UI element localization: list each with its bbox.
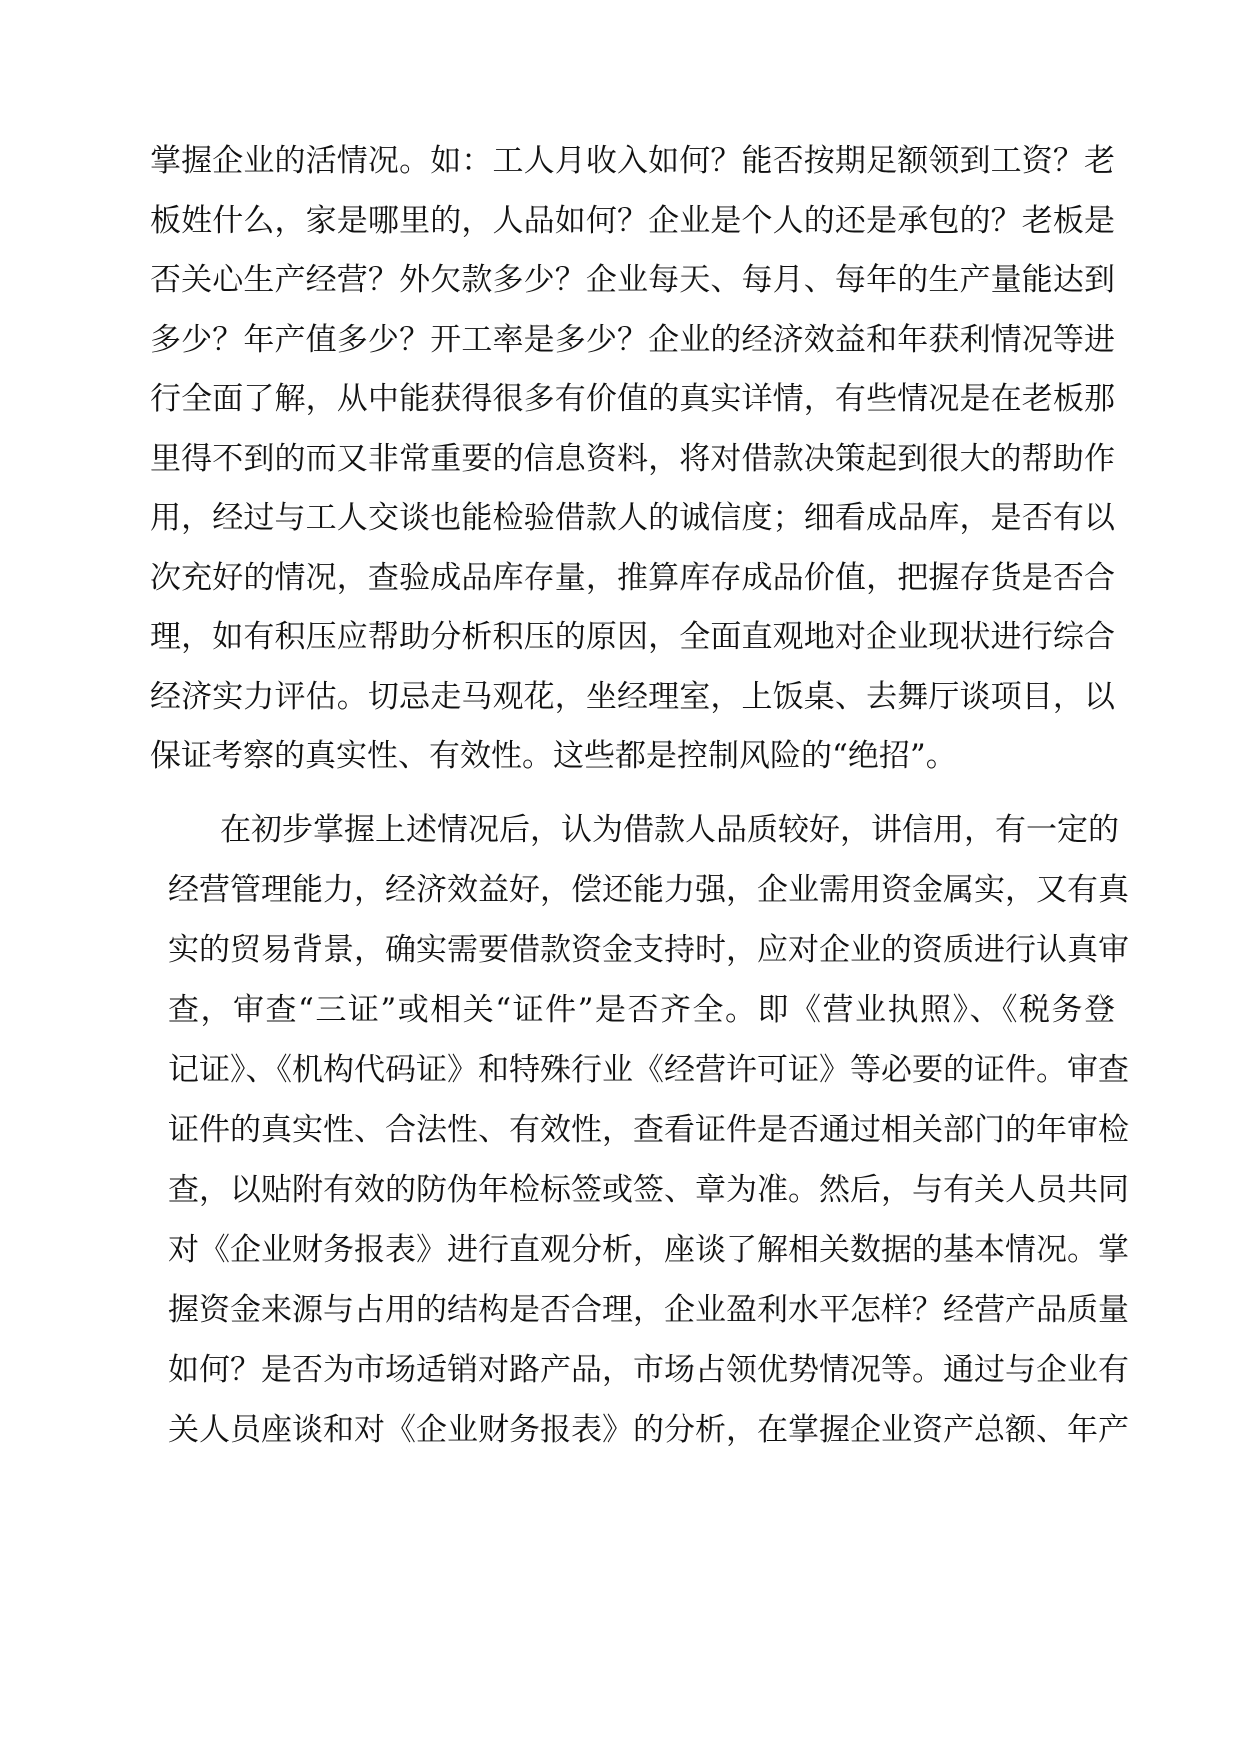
text-line: 查，以贴附有效的防伪年检标签或签、章为准。然后，与有关人员共同 xyxy=(168,1172,1129,1208)
text-line: 多少？年产值多少？开工率是多少？企业的经济效益和年获利情况等进 xyxy=(150,322,1115,358)
text-line: 保证考察的真实性、有效性。这些都是控制风险的“绝招”。 xyxy=(150,738,957,774)
text-line: 行全面了解，从中能获得很多有价值的真实详情，有些情况是在老板那 xyxy=(150,381,1115,417)
text-line: 次充好的情况，查验成品库存量，推算库存成品价值，把握存货是否合 xyxy=(150,560,1115,596)
text-line: 对《企业财务报表》进行直观分析，座谈了解相关数据的基本情况。掌 xyxy=(168,1232,1129,1268)
text-line: 握资金来源与占用的结构是否合理，企业盈利水平怎样？经营产品质量 xyxy=(168,1292,1129,1328)
text-line: 里得不到的而又非常重要的信息资料，将对借款决策起到很大的帮助作 xyxy=(150,441,1115,477)
text-line: 如何？是否为市场适销对路产品，市场占领优势情况等。通过与企业有 xyxy=(168,1352,1129,1388)
text-line: 证件的真实性、合法性、有效性，查看证件是否通过相关部门的年审检 xyxy=(168,1112,1129,1148)
text-line: 经济实力评估。切忌走马观花，坐经理室，上饭桌、去舞厅谈项目，以 xyxy=(150,679,1115,715)
text-line: 关人员座谈和对《企业财务报表》的分析，在掌握企业资产总额、年产 xyxy=(168,1412,1129,1448)
text-line: 实的贸易背景，确实需要借款资金支持时，应对企业的资质进行认真审 xyxy=(168,932,1129,968)
text-line: 否关心生产经营？外欠款多少？企业每天、每月、每年的生产量能达到 xyxy=(150,262,1115,298)
text-line: 在初步掌握上述情况后，认为借款人品质较好，讲信用，有一定的 xyxy=(220,812,1119,848)
text-line: 查，审查“三证”或相关“证件”是否齐全。即《营业执照》、《税务登 xyxy=(168,992,1115,1028)
text-line: 用，经过与工人交谈也能检验借款人的诚信度；细看成品库，是否有以 xyxy=(150,500,1115,536)
text-line: 理，如有积压应帮助分析积压的原因，全面直观地对企业现状进行综合 xyxy=(150,619,1115,655)
text-line: 经营管理能力，经济效益好，偿还能力强，企业需用资金属实，又有真 xyxy=(168,872,1129,908)
text-line: 记证》、《机构代码证》和特殊行业《经营许可证》等必要的证件。审查 xyxy=(168,1052,1129,1088)
text-line: 掌握企业的活情况。如：工人月收入如何？能否按期足额领到工资？老 xyxy=(150,143,1115,179)
text-line: 板姓什么，家是哪里的，人品如何？企业是个人的还是承包的？老板是 xyxy=(150,203,1115,239)
